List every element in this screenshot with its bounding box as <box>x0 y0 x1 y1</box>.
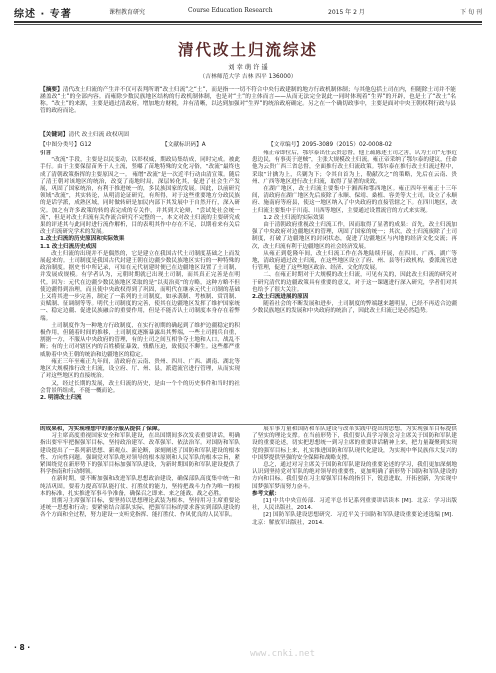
issue-date: 2015 年 2 月 <box>328 9 365 16</box>
paragraph: [2] 国防军队建设思想研究．习近平关于国防和军队建设重要论述选编 [M]．北京：解放军出版社，2014． <box>252 512 457 526</box>
section-heading: 1.改土归流的历史原因和实际效果 <box>40 236 125 243</box>
paragraph: 改土归流的出现并不是偶然的，它是建立在我国古代土司制度基础之上而发展起来的。土司制度是我国古代封建王朝在边疆少数民族地区实行的一种特殊的政治制度。据史书中所记录，可知在元代初建时便已在边疆地区设置了土司制，并发展成规模。有学者认为，元朝时期就已出现土司制，而其真正完善是在明代。因为：元代在边疆少数民族地区采取的是“以夷治夷”的方略，这种方略不但使边疆得到治理，而且使中央政权得到了巩固，而明代在继承元代土司制的基础上又将其进一步完善，制定了一系列的土司制度，如承袭制、考核制、赏罚制、贡赋制、征调制等等。明代土司制度的完善，使其在边疆地区发挥了维护国家统一、稳定边疆、促进民族融合的重要作用，但是不能否认土司制度本身存在着弊端。 <box>40 250 240 322</box>
paragraph: 展军事力量和国防和军队建设与改革实践中提出的思想，为实现强军目标提供了坚实的理论支撑。在当前形势下，我们要认真学习领会习主席关于国防和军队建设的重要论述，切实把思想统一到习主席的重要讲话精神上来，把力量凝聚到实现党的强军目标上来，扎实推进国防和军队现代化建设，为实现中华民族伟大复兴的中国梦提供坚强的安全保障和战略支撑。 <box>252 426 457 461</box>
section-heading: 的成果和，为实现理想中的部分服从提供了保障。 <box>40 426 164 432</box>
paragraph: 在新时期，要不断加强和改进军队思想政治建设，确保部队高度集中统一和纯洁巩固。要着力提高军队能打仗、打胜仗的能力，坚持把战斗力作为唯一的根本的标准，扎实推进军事斗争准备，确保召之即来、来之能战、战之必胜。 <box>40 476 240 497</box>
paragraph: 雍正帝即位后，鄂尔泰出任云贵总督，他上疏陈述土司之害，认为土司“无事近患边民，有事夷于逆贼”，主张大规模改土归流。雍正帝采纳了鄂尔泰的建议，任命他为云贵广西三省总督，全面推行改土归流政策。鄂尔泰在推行改土归流过程中，采取“计擒为上，兵剿为下；令其自首为上，勒献次之”的策略，先后在云南、贵州、广西等地区进行改土归流，取得了显著的成效。 <box>252 150 457 185</box>
body-column-left <box>40 150 240 422</box>
abstract <box>40 87 456 115</box>
bottom-column-right <box>252 426 457 636</box>
paragraph: 由于清朝政府重视改土归流工作，因而取得了显著的成果：首先，改土归流加强了中央政府对边疆地区的管理，巩固了国家的统一；其次，改土归流废除了土司制度，打破了边疆地区的封闭状态，促进了边疆地区与内地的经济文化交流；再次，改土归流有利于边疆地区的社会经济发展。 <box>252 222 457 250</box>
paragraph: [1] 中共中央宣传部．习近平总书记系列重要讲话读本 [M]．北京：学习出版社，人民出版社，2014． <box>252 498 457 512</box>
paragraph: 在湖广地区，改土归流主要集中于湘西和鄂西地区。雍正四年至雍正十三年间，清政府在湖广地区先后废除了永顺、保靖、桑植、容美等大土司，设立了永顺府、施南府等府县，使这一地区纳入了中央政府的直接管辖之下。在四川地区，改土归流主要集中于川南、川西等地区，主要通过设置流官的方式来实现。 <box>252 186 457 214</box>
article-affiliation: （吉林师范大学 吉林 四平 136000） <box>199 74 297 80</box>
section-heading: 引言 <box>40 150 52 156</box>
paragraph: 从雍正到乾隆年间，改土归流工作在各地陆续开展，在四川、广西、湖广等地，清政府通过改土归流，在这些地区设立了府、州、县等行政机构，委派流官进行管理，促进了这些地区政治、经济、文化的发展。 <box>252 250 457 272</box>
header-rule-thick <box>14 21 482 23</box>
article-title: 清代改土归流综述 <box>177 41 318 59</box>
paragraph: 土司制度作为一种地方行政制度，在实行初期的确起到了维护边疆稳定的积极作用，但随着时间的推移，土司制度逐渐暴露出其弊端，一些土司拥兵自重，割据一方，不服从中央政府的管理，有的土司之间互相争夺土地和人口，战乱不断；有的土司对辖区内的百姓横征暴敛，残酷压迫，致使民不聊生。这些都严重威胁着中央王朝的统治和边疆地区的稳定。 <box>40 322 240 358</box>
keywords-text: 清代 改土归流 政权巩固 <box>68 132 129 138</box>
section-divider <box>40 424 456 425</box>
paragraph: 二、在雍正时期对于大规模的改土归流，可见有关的，因此改土归流的研究对于研究清代的边疆政策具有重要的意义，对于这一课题进行深入研究，学者们对其也给予了很大关注。 <box>252 272 457 293</box>
paragraph: 贯彻习主席强军目标，要坚持以思想理论武装为根本，坚持用习主席重要论述统一思想和行动；要紧密结合部队实际，把强军目标的要求落实到部队建设的各个方面和全过程，努力建设一支听党指挥、能打胜仗、作风优良的人民军队。 <box>40 498 240 519</box>
keywords-label: 【关键词】 <box>40 132 69 138</box>
journal-name-en: Course Education Research <box>188 7 273 14</box>
paragraph: “改流”手段，主要是以民变动，以彰权威，期政局集结成，同时完成。被此手行。由于主要保留苗务于人土流，竖嘟了苗地特殊的文化习俗，“改流”最终也成了清朝政策指挥的主要原因之一。 雍缯“改流”是一次近半行动由清宣策。随后了清王朝对该地区的统治，改变了南地时局，深层转化其，促进了社会生产发展，巩固了国家统治，有利于推进统一的，多民族国家的发展。因此，以前研究领域“改流”，其实转论，从明清论证研究，有所得，对于这些重要地方分政民族的是话学派，成熟区域，同时做转研是加民内部下其发展中于自然开行，深入研究。加之有许多政策的转的表完成的专关作，并其到大论辩，“尝试处社会统一流”，但是对改土归流有关作流合研究不完整的一，本文对改土归流的主要研究成果的评述其与此同时进行流作解析，目的表明其作中存在不足，以期看来有关后改土归流研究学术的发展。 <box>40 157 240 236</box>
clc-number: 【中图分类号】G12 <box>40 142 92 148</box>
page-number: · 8 · <box>14 643 31 652</box>
section-label: 综述 · 专著 <box>14 9 72 20</box>
bottom-column-left <box>40 426 240 636</box>
section-heading: 2. 明清改土归流 <box>40 394 82 401</box>
paragraph: 又，经过长期的发展，改土归流的历史，是由一个个的历史事件和当时的社会背景所组成，不能一概而论。 <box>40 380 240 394</box>
paragraph: 1.2 改土归流的实际效果 <box>263 214 325 221</box>
document-code: 【文献标识码】A <box>162 142 206 148</box>
issue-half: 下 旬 刊 <box>460 9 482 16</box>
article-number: 【文章编号】2095-3089（2015）02-0008-02 <box>268 142 393 148</box>
paragraph: 总之，通过对习主席关于国防和军队建设的重要论述的学习，我们更加深刻地认识到坚持党对军队的绝对领导的重要性，更加明确了新形势下国防和军队建设的方向和目标。我们要在习主席强军目标的指引下，锐意进取，开拓创新，为实现中国梦强军梦而努力奋斗。 <box>252 462 457 490</box>
running-header <box>14 5 482 19</box>
header-rule-thin <box>14 24 482 25</box>
paragraph: 随着社会的不断发展和进步，土司制度的弊端越来越明显，已经不再适合边疆少数民族地区的发展和中央政府的统治了，因此改土归流已是必然趋势。 <box>252 301 457 315</box>
abstract-label: 【摘要】 <box>40 87 63 93</box>
body-column-right <box>252 150 457 422</box>
journal-name-cn: 课程教育研究 <box>109 9 146 16</box>
section-heading: 2.改土归流进展的原因 <box>252 294 309 301</box>
watermark: www.cnki.net <box>250 649 316 659</box>
article-authors: 刘 幸 萌 许 遥 <box>228 64 268 71</box>
section-heading: 参考文献： <box>252 490 280 497</box>
section-heading: 1.1 改土归流历史成因 <box>40 243 97 250</box>
paragraph: 雍正三年至雍正九年间，清政府在云南、贵州、四川、广西、湖南、湖北等地区大规模推行改土归流，设立府、厅、州、县，派遣流官进行管理，从而实现了对这些地区的直接统治。 <box>40 358 240 380</box>
paragraph: 习主席高度重视国家安全和军队建设，在出国期间多次发表重要讲话，明确指出要牢牢把握强军目标，坚持政治建军、改革强军、依法治军。对国防和军队建设提出了一系列新思想、新观点、新论断，深刻阐述了国防和军队建设的根本性、方向性问题。强调党对军队绝对领导的根本原则和人民军队的根本宗旨，紧紧围绕党在新形势下的强军目标加强军队建设，为新时期国防和军队建设提供了科学指南和行动纲领。 <box>40 433 240 476</box>
keywords <box>40 129 456 138</box>
abstract-text: 清代改土归流的产生并不仅可表判所谓“改土归流”之“土”，而是指一一切不符合中央行政建制的地方行政机制体制；与其他包括土司在内，但随除土司并不能涵盖改“土”的全部内容。而雍除少数民族地区结构的行政机制体制，也是对“土”的主体而言——从而无法完全说此一同时体现着“生界”的开辟，也是土了“改土”名称。“改土”的来源，主要是通过清政府，增加地方财税，并有清晰，以达到加强对“生界”的统治政府确定。另之在一个确切政事中，主要是面对中央王朝权利行政与县管的政府而论。 <box>40 87 456 115</box>
